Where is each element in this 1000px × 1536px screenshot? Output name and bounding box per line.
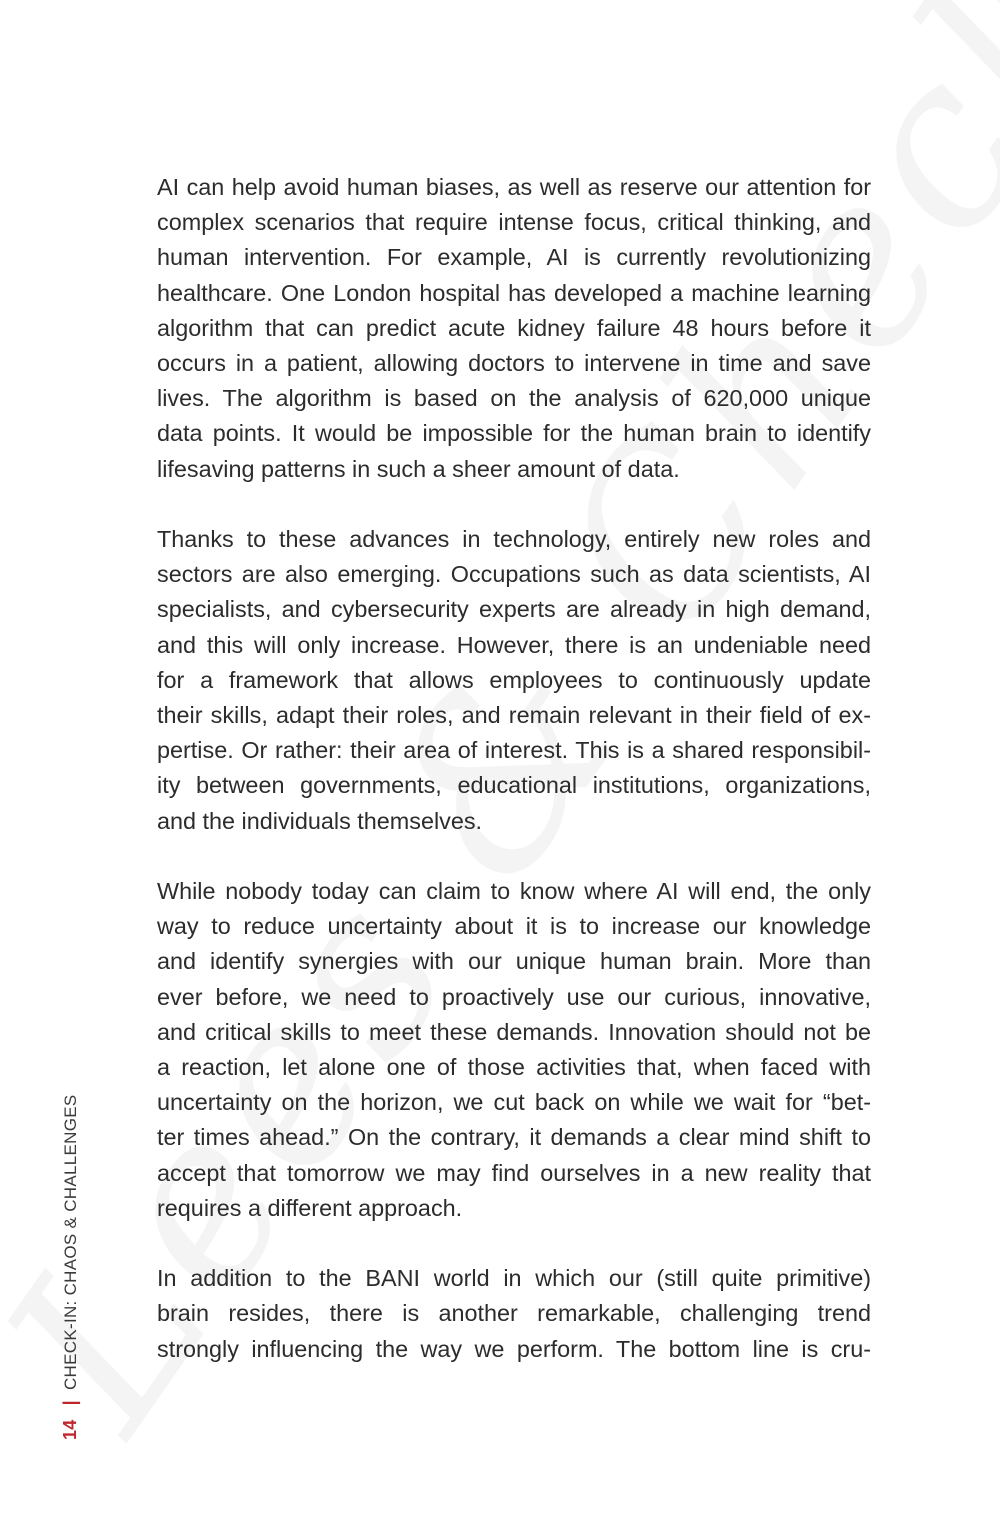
text-line: ter times ahead.” On the contrary, it demands a clear mind shift to <box>157 1124 871 1151</box>
text-line: complex scenarios that require intense focus, critical thinking, and <box>157 209 871 236</box>
text-line: way to reduce uncertainty about it is to increase our knowledge <box>157 913 871 940</box>
text-line: their skills, adapt their roles, and remain relevant in their field of ex- <box>157 702 871 729</box>
text-line: ity between governments, educational institutions, organizations, <box>157 772 871 799</box>
text-line: sectors are also emerging. Occupations such as data scientists, AI <box>157 561 871 588</box>
running-head-separator: | <box>60 1400 80 1406</box>
text-line: requires a different approach. <box>157 1194 463 1221</box>
paragraph-4 <box>157 1261 871 1367</box>
text-line: algorithm that can predict acute kidney failure 48 hours before it <box>157 314 871 341</box>
text-line: and this will only increase. However, there is an undeniable need <box>157 631 871 658</box>
paragraph-3 <box>157 874 871 1226</box>
text-line: While nobody today can claim to know where AI will end, the only <box>157 878 871 905</box>
text-line: In addition to the BANI world in which our (still quite primitive) <box>157 1265 871 1292</box>
text-line: lifesaving patterns in such a sheer amount of data. <box>157 455 680 482</box>
text-line: lives. The algorithm is based on the analysis of 620,000 unique <box>157 385 871 412</box>
text-line: strongly influencing the way we perform. The bottom line is cru- <box>157 1335 871 1362</box>
paragraph-1 <box>157 170 871 487</box>
text-line: for a framework that allows employees to continuously update <box>157 666 871 693</box>
page-number: 14 <box>60 1419 80 1440</box>
chapter-title: CHECK-IN: CHAOS & CHALLENGES <box>60 1094 80 1391</box>
text-line: a reaction, let alone one of those activities that, when faced with <box>157 1054 871 1081</box>
text-line: and the individuals themselves. <box>157 807 483 834</box>
text-line: specialists, and cybersecurity experts are already in high demand, <box>157 596 871 623</box>
text-line: brain resides, there is another remarkable, challenging trend <box>157 1300 871 1327</box>
text-line: and identify synergies with our unique human brain. More than <box>157 948 871 975</box>
text-line: accept that tomorrow we may find ourselves in a new reality that <box>157 1159 871 1186</box>
text-line: and critical skills to meet these demands. Innovation should not be <box>157 1018 871 1045</box>
text-line: Thanks to these advances in technology, entirely new roles and <box>157 526 871 553</box>
text-line: uncertainty on the horizon, we cut back on while we wait for “bet- <box>157 1089 871 1116</box>
text-line: healthcare. One London hospital has developed a machine learning <box>157 279 871 306</box>
paragraph-2 <box>157 522 871 839</box>
text-line: human intervention. For example, AI is currently revolutionizing <box>157 244 871 271</box>
text-line: occurs in a patient, allowing doctors to intervene in time and save <box>157 350 871 377</box>
text-line: data points. It would be impossible for the human brain to identify <box>157 420 871 447</box>
text-line: pertise. Or rather: their area of interest. This is a shared responsibil- <box>157 737 871 764</box>
text-line: ever before, we need to proactively use our curious, innovative, <box>157 983 871 1010</box>
text-line: AI can help avoid human biases, as well as reserve our attention for <box>157 174 871 200</box>
body-text <box>157 170 871 1402</box>
